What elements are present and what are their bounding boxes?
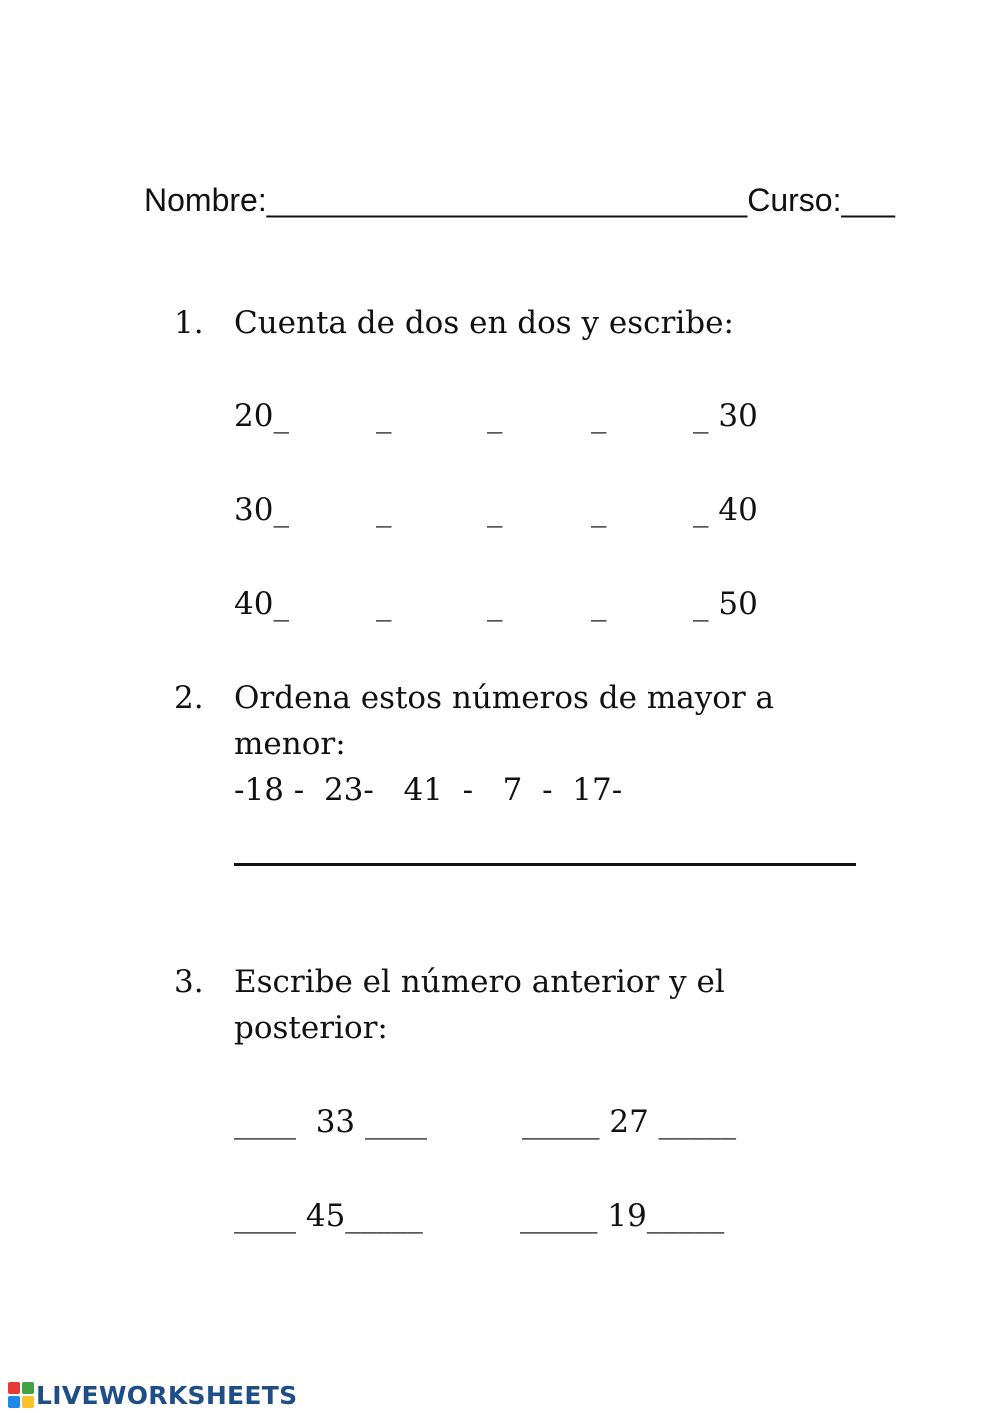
logo-square — [22, 1382, 34, 1394]
neighbor-number-item[interactable]: ____ 45_____ — [234, 1198, 423, 1234]
neighbor-number-item[interactable]: _____ 19_____ — [520, 1198, 725, 1234]
neighbor-number-item[interactable]: _____ 27 _____ — [522, 1104, 737, 1140]
count-row-cell[interactable]: 40_ — [234, 586, 289, 622]
liveworksheets-logo — [8, 1381, 297, 1409]
name-course-header: Nombre:___________________________Curso:___ — [144, 182, 895, 218]
logo-square — [22, 1396, 34, 1408]
count-row-cell[interactable]: _ — [376, 492, 392, 528]
question-2-text-line-2: menor: — [234, 726, 346, 762]
count-row-cell[interactable]: 20_ — [234, 398, 289, 434]
question-2-number: 2. — [174, 680, 204, 716]
count-row-cell[interactable]: _ — [591, 398, 607, 434]
count-row-cell[interactable]: _ 50 — [693, 586, 758, 622]
question-1-text: Cuenta de dos en dos y escribe: — [234, 305, 734, 341]
count-row-cell[interactable]: 30_ — [234, 492, 289, 528]
count-row-cell[interactable]: _ — [591, 586, 607, 622]
count-row-cell[interactable]: _ — [487, 492, 503, 528]
count-row-cell[interactable]: _ — [487, 398, 503, 434]
answer-line[interactable] — [234, 863, 856, 866]
question-3-text-line-2: posterior: — [234, 1010, 388, 1046]
count-row-cell[interactable]: _ — [591, 492, 607, 528]
number-sequence: -18 - 23- 41 - 7 - 17- — [234, 772, 623, 808]
neighbor-number-item[interactable]: ____ 33 ____ — [234, 1104, 428, 1140]
count-row-cell[interactable]: _ — [376, 398, 392, 434]
logo-text: LIVEWORKSHEETS — [36, 1380, 298, 1410]
question-3-text-line-1: Escribe el número anterior y el — [234, 964, 725, 1000]
logo-square — [8, 1382, 20, 1394]
logo-icon — [8, 1382, 34, 1408]
question-1-number: 1. — [174, 305, 204, 341]
count-row-cell[interactable]: _ 40 — [693, 492, 758, 528]
count-row-cell[interactable]: _ 30 — [693, 398, 758, 434]
question-2-text-line-1: Ordena estos números de mayor a — [234, 680, 775, 716]
logo-square — [8, 1396, 20, 1408]
count-row-cell[interactable]: _ — [487, 586, 503, 622]
count-row-cell[interactable]: _ — [376, 586, 392, 622]
question-3-number: 3. — [174, 964, 204, 1000]
